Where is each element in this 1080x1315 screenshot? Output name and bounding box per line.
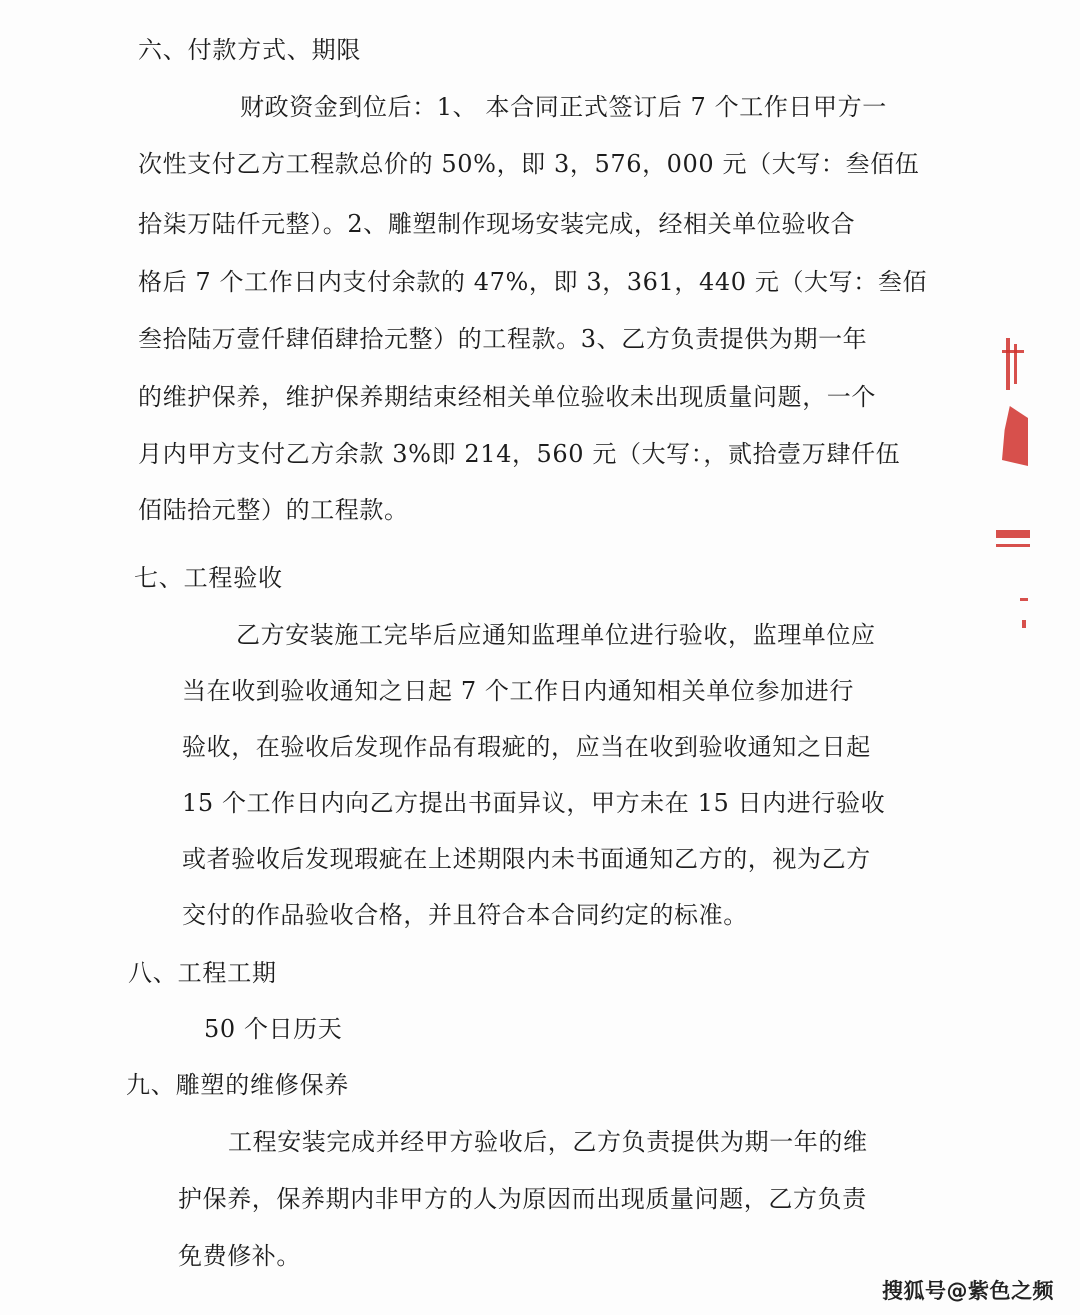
- section-6-line-8: 佰陆拾元整）的工程款。: [138, 496, 409, 524]
- seal-stamp-fragment: [992, 330, 1032, 630]
- section-6-line-1: 财政资金到位后：1、 本合同正式签订后 7 个工作日甲方一: [240, 93, 887, 121]
- section-7-line-2: 当在收到验收通知之日起 7 个工作日内通知相关单位参加进行: [182, 677, 854, 705]
- watermark-text: 搜狐号@紫色之频: [882, 1279, 1054, 1303]
- section-7-line-6: 交付的作品验收合格，并且符合本合同约定的标准。: [182, 901, 748, 929]
- section-6-heading: 六、付款方式、期限: [138, 36, 362, 64]
- section-7-line-1: 乙方安装施工完毕后应通知监理单位进行验收，监理单位应: [236, 621, 876, 649]
- section-9-heading: 九、雕塑的维修保养: [126, 1071, 350, 1099]
- section-6-line-6: 的维护保养，维护保养期结束经相关单位验收未出现质量问题，一个: [138, 383, 876, 411]
- section-6-line-3: 拾柒万陆仟元整）。2、雕塑制作现场安装完成，经相关单位验收合: [138, 210, 856, 238]
- section-9-line-1: 工程安装完成并经甲方验收后，乙方负责提供为期一年的维: [228, 1128, 868, 1156]
- section-8-line-1: 50 个日历天: [204, 1015, 343, 1043]
- section-6-line-2: 次性支付乙方工程款总价的 50%，即 3，576，000 元（大写：叁佰伍: [138, 150, 920, 178]
- section-6-line-4: 格后 7 个工作日内支付余款的 47%，即 3，361，440 元（大写：叁佰: [138, 268, 928, 296]
- section-8-heading: 八、工程工期: [128, 959, 277, 987]
- section-7-line-4: 15 个工作日内向乙方提出书面异议，甲方未在 15 日内进行验收: [182, 789, 886, 817]
- section-7-heading: 七、工程验收: [134, 564, 283, 592]
- section-6-line-5: 叁拾陆万壹仟肆佰肆拾元整）的工程款。3、乙方负责提供为期一年: [138, 325, 868, 353]
- section-7-line-5: 或者验收后发现瑕疵在上述期限内未书面通知乙方的，视为乙方: [182, 845, 871, 873]
- section-9-line-2: 护保养，保养期内非甲方的人为原因而出现质量问题，乙方负责: [178, 1185, 867, 1213]
- section-9-line-3: 免费修补。: [178, 1242, 301, 1270]
- section-7-line-3: 验收，在验收后发现作品有瑕疵的，应当在收到验收通知之日起: [182, 733, 871, 761]
- section-6-line-7: 月内甲方支付乙方余款 3%即 214，560 元（大写：，贰拾壹万肆仟伍: [138, 440, 901, 468]
